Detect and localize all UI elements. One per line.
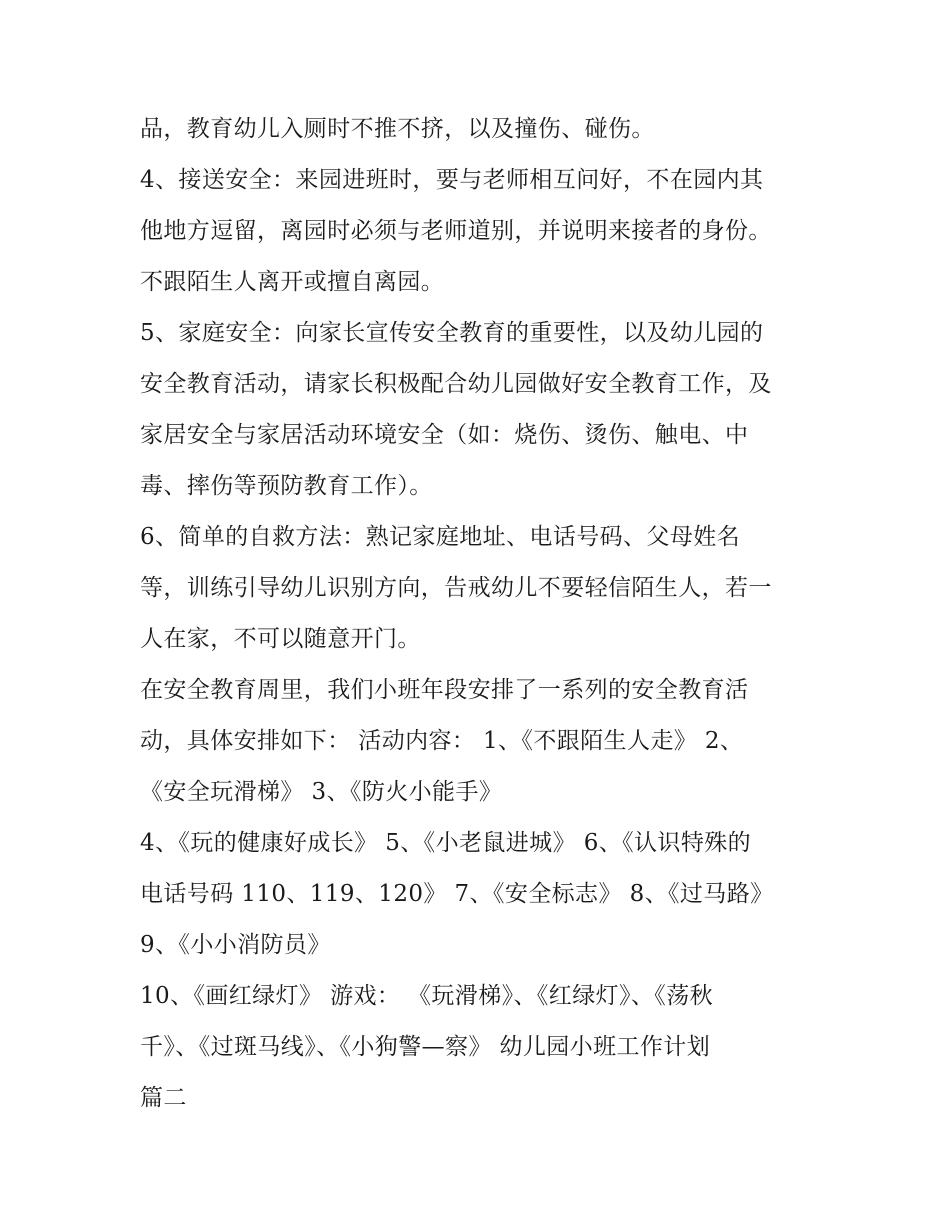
- text-line: 等，训练引导幼儿识别方向，告戒幼儿不要轻信陌生人，若一: [140, 575, 772, 601]
- text-line: 在安全教育周里，我们小班年段安排了一系列的安全教育活: [140, 677, 749, 703]
- text-line: 篇二: [140, 1085, 187, 1111]
- text-line: 品，教育幼儿入厕时不推不挤，以及撞伤、碰伤。: [140, 116, 655, 142]
- text-line: 电话号码 110、119、120》 7、《安全标志》 8、《过马路》: [140, 881, 774, 907]
- text-line: 毒、摔伤等预防教育工作）。: [140, 473, 433, 499]
- text-line: 《安全玩滑梯》 3、《防火小能手》: [140, 779, 503, 805]
- text-line: 5、家庭安全：向家长宣传安全教育的重要性，以及幼儿园的: [140, 320, 764, 346]
- text-line: 家居安全与家居活动环境安全（如：烧伤、烫伤、触电、中: [140, 422, 749, 448]
- text-line: 6、简单的自救方法：熟记家庭地址、电话号码、父母姓名: [140, 524, 741, 550]
- text-line: 他地方逗留，离园时必须与老师道别，并说明来接者的身份。: [140, 218, 772, 244]
- text-line: 安全教育活动，请家长积极配合幼儿园做好安全教育工作，及: [140, 371, 772, 397]
- text-line: 4、接送安全：来园进班时，要与老师相互问好，不在园内其: [140, 167, 764, 193]
- text-line: 动，具体安排如下： 活动内容： 1、《不跟陌生人走》 2、: [140, 728, 744, 754]
- text-line: 不跟陌生人离开或擅自离园。: [140, 269, 445, 295]
- text-line: 10、《画红绿灯》 游戏： 《玩滑梯》、《红绿灯》、《荡秋: [140, 983, 713, 1009]
- text-line: 9、《小小消防员》: [140, 932, 331, 958]
- text-line: 千》、《过斑马线》、《小狗警—察》 幼儿园小班工作计划: [140, 1034, 711, 1060]
- text-line: 4、《玩的健康好成长》 5、《小老鼠进城》 6、《认识特殊的: [140, 830, 752, 856]
- text-line: 人在家，不可以随意开门。: [140, 626, 421, 652]
